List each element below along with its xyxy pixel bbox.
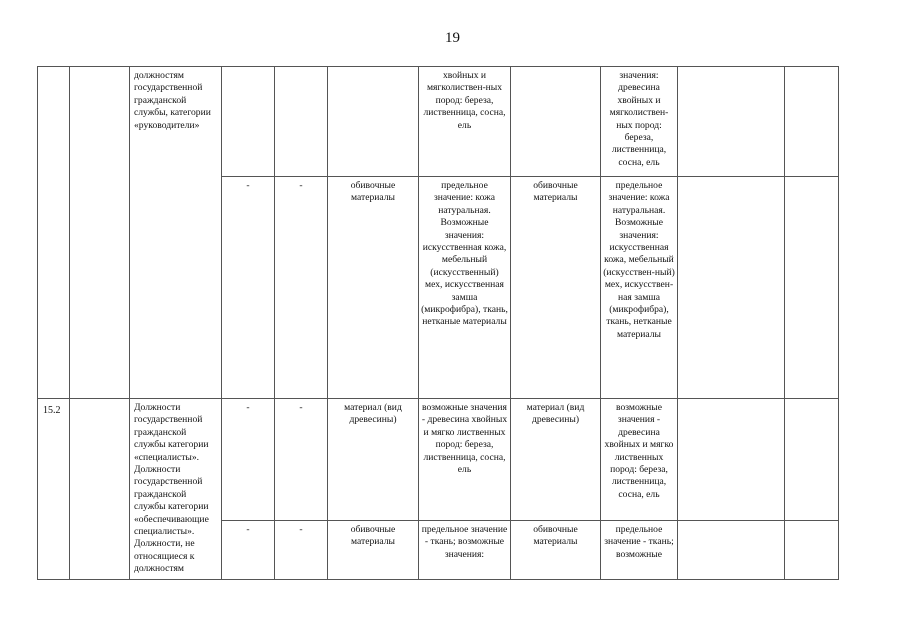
table-cell [785, 67, 839, 177]
row-number-cell: 15.2 [38, 399, 70, 580]
row-number-cell [38, 67, 70, 399]
table-cell [785, 520, 839, 579]
table-cell [275, 67, 328, 177]
blank-cell [70, 67, 130, 399]
table-cell: - [275, 520, 328, 579]
table-row [38, 399, 839, 521]
table-cell: материал (вид древесины) [328, 399, 419, 521]
table-cell [678, 520, 785, 579]
table-cell [785, 399, 839, 521]
requirements-table [37, 66, 839, 580]
table-cell: - [222, 177, 275, 399]
table-cell: возможные значения - древесина хвойных и мягко лиственных пород: береза, лиственница, сосна, ель [419, 399, 511, 521]
blank-cell [70, 399, 130, 580]
table-row [38, 67, 839, 177]
table-cell: предельное значение: кожа натуральная. Возможные значения: искусственная кожа, мебельный (искусствен-ный) мех, искусствен-ная замша (микрофибра), ткань, нетканые материалы [601, 177, 678, 399]
table-cell: обивочные материалы [511, 520, 601, 579]
table-cell [511, 67, 601, 177]
table-cell: - [222, 399, 275, 521]
table-cell [328, 67, 419, 177]
table-cell [678, 67, 785, 177]
category-cell: должностям государственной гражданской службы, категории «руководители» [130, 67, 222, 399]
page-number: 19 [445, 30, 460, 46]
table-cell: предельное значение - ткань; возможные значения: [419, 520, 511, 579]
table-cell [785, 177, 839, 399]
table-cell: обивочные материалы [328, 520, 419, 579]
table-cell: обивочные материалы [328, 177, 419, 399]
table-cell: материал (вид древесины) [511, 399, 601, 521]
table-cell [678, 399, 785, 521]
table-cell: - [275, 177, 328, 399]
table-cell: возможные значения - древесина хвойных и мягко лиственных пород: береза, лиственница, сосна, ель [601, 399, 678, 521]
table-cell: обивочные материалы [511, 177, 601, 399]
table-cell: значения: древесина хвойных и мягколиствен-ных пород: береза, лиственница, сосна, ель [601, 67, 678, 177]
table-cell [222, 67, 275, 177]
table-cell: - [275, 399, 328, 521]
table-cell: - [222, 520, 275, 579]
category-cell: Должности государственной гражданской службы категории «специалисты». Должности государственной гражданской службы категории «обеспечивающие специалисты». Должности, не относящиеся к должностям [130, 399, 222, 580]
table-cell: предельное значение: кожа натуральная. Возможные значения: искусственная кожа, мебельный (искусственный) мех, искусственная замша (микрофибра), ткань, нетканые материалы [419, 177, 511, 399]
table-cell: предельное значение - ткань; возможные [601, 520, 678, 579]
table-cell: хвойных и мягколиствен-ных пород: береза, лиственница, сосна, ель [419, 67, 511, 177]
table-cell [678, 177, 785, 399]
